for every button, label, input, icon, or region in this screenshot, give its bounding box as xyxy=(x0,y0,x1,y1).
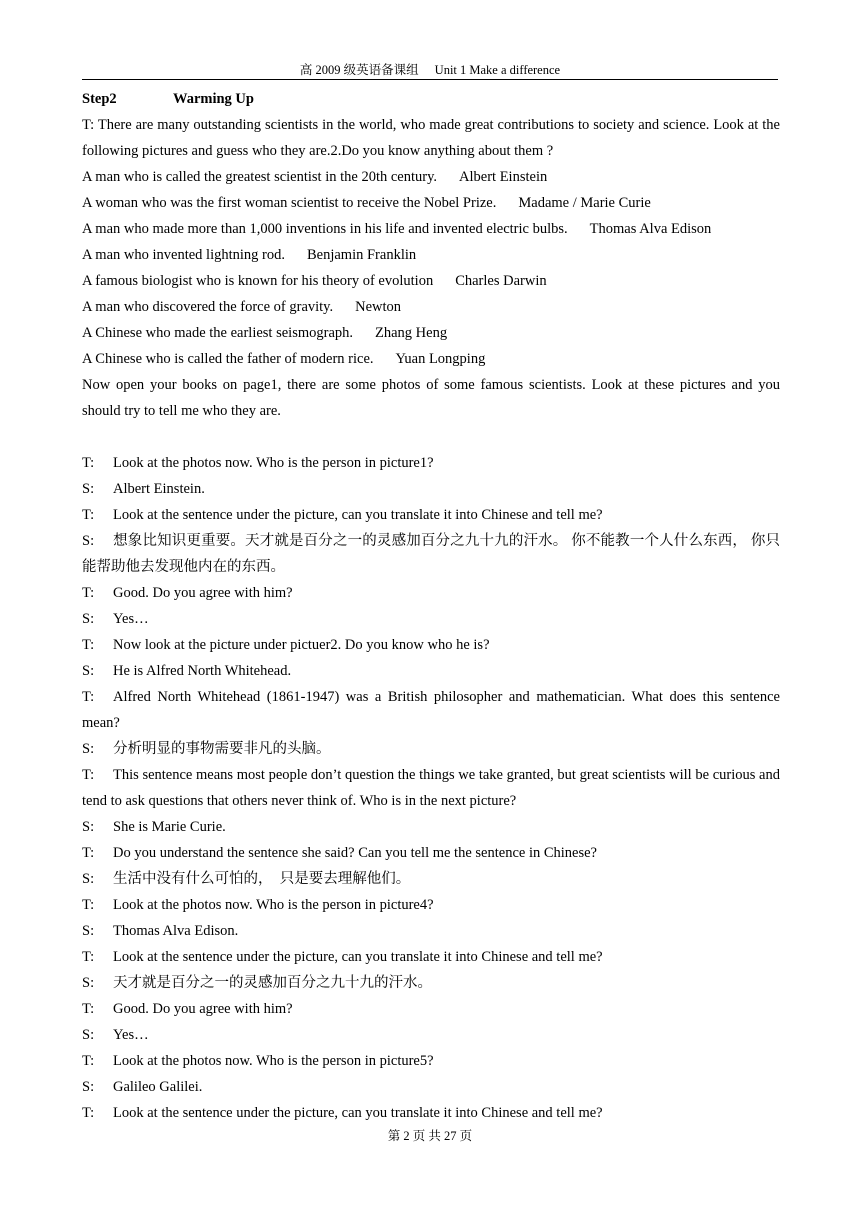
dialogue-text: Look at the photos now. Who is the person in picture4? xyxy=(113,897,434,913)
speaker-label: S: xyxy=(82,975,95,991)
speaker-label: S: xyxy=(82,1027,95,1043)
dialogue-line xyxy=(82,996,780,1022)
dialogue-line xyxy=(82,736,780,762)
clue-answer: Newton xyxy=(355,299,402,315)
clue-question: A Chinese who made the earliest seismograph. xyxy=(82,325,354,341)
clue-item xyxy=(82,164,780,190)
clue-answer: Albert Einstein xyxy=(459,169,548,185)
speaker-label: T: xyxy=(82,767,95,783)
dialogue-text: She is Marie Curie. xyxy=(113,819,226,835)
clue-item xyxy=(82,268,780,294)
dialogue-line xyxy=(82,684,780,736)
clue-answer: Thomas Alva Edison xyxy=(589,221,712,237)
section-title: Warming Up xyxy=(173,91,254,107)
clue-item xyxy=(82,294,780,320)
speaker-label: S: xyxy=(82,923,95,939)
clue-question: A man who is called the greatest scientist in the 20th century. xyxy=(82,169,438,185)
instruction-paragraph: Now open your books on page1, there are some photos of some famous scientists. Look at these pictures and you should try to tell me who they are. xyxy=(82,377,780,419)
speaker-label: T: xyxy=(82,897,95,913)
page-header xyxy=(82,62,778,80)
dialogue-text: Good. Do you agree with him? xyxy=(113,585,293,601)
clue-item xyxy=(82,346,780,372)
speaker-label: T: xyxy=(82,1001,95,1017)
clue-answer: Charles Darwin xyxy=(455,273,547,289)
dialogue-line xyxy=(82,892,780,918)
dialogue-text: Look at the photos now. Who is the person in picture5? xyxy=(113,1053,434,1069)
header-unit: Unit 1 Make a difference xyxy=(434,63,561,77)
speaker-label: T: xyxy=(82,507,95,523)
dialogue-line xyxy=(82,866,780,892)
clue-item xyxy=(82,216,780,242)
clue-list xyxy=(82,164,780,372)
dialogue-line xyxy=(82,528,780,580)
dialogue-text: Alfred North Whitehead (1861-1947) was a British philosopher and mathematician. What does this sentence mean? xyxy=(82,689,780,731)
dialogue-text: Galileo Galilei. xyxy=(113,1079,203,1095)
dialogue-line xyxy=(82,1022,780,1048)
dialogue-text: Yes… xyxy=(113,1027,149,1043)
clue-answer: Madame / Marie Curie xyxy=(518,195,651,211)
speaker-label: S: xyxy=(82,663,95,679)
dialogue-line xyxy=(82,502,780,528)
speaker-label: S: xyxy=(82,533,95,549)
speaker-label: T: xyxy=(82,845,95,861)
dialogue xyxy=(82,450,780,1126)
speaker-label: S: xyxy=(82,1079,95,1095)
clue-question: A man who discovered the force of gravity. xyxy=(82,299,334,315)
dialogue-text: Look at the sentence under the picture, can you translate it into Chinese and tell me? xyxy=(113,507,603,523)
clue-question: A Chinese who is called the father of modern rice. xyxy=(82,351,374,367)
speaker-label: T: xyxy=(82,689,95,705)
page-footer: 第 2 页 共 27 页 xyxy=(387,1129,473,1143)
dialogue-text: Do you understand the sentence she said? Can you tell me the sentence in Chinese? xyxy=(113,845,597,861)
section-heading xyxy=(82,86,780,112)
dialogue-line xyxy=(82,970,780,996)
speaker-label: T: xyxy=(82,637,95,653)
document-body xyxy=(82,86,780,1126)
speaker-label: S: xyxy=(82,741,95,757)
speaker-label: T: xyxy=(82,455,95,471)
dialogue-line xyxy=(82,606,780,632)
dialogue-text: Good. Do you agree with him? xyxy=(113,1001,293,1017)
clue-answer: Benjamin Franklin xyxy=(306,247,417,263)
speaker-label: T: xyxy=(82,585,95,601)
header-group: 高 2009 级英语备课组 xyxy=(299,63,419,77)
dialogue-line xyxy=(82,632,780,658)
dialogue-line xyxy=(82,658,780,684)
clue-item xyxy=(82,190,780,216)
dialogue-line xyxy=(82,1048,780,1074)
dialogue-text: Look at the sentence under the picture, can you translate it into Chinese and tell me? xyxy=(113,1105,603,1121)
clue-question: A man who made more than 1,000 inventions in his life and invented electric bulbs. xyxy=(82,221,568,237)
dialogue-line xyxy=(82,1100,780,1126)
clue-question: A famous biologist who is known for his theory of evolution xyxy=(82,273,434,289)
clue-question: A woman who was the first woman scientist to receive the Nobel Prize. xyxy=(82,195,497,211)
dialogue-line xyxy=(82,762,780,814)
clue-item xyxy=(82,242,780,268)
dialogue-text: Yes… xyxy=(113,611,149,627)
dialogue-line xyxy=(82,840,780,866)
clue-answer: Zhang Heng xyxy=(375,325,448,341)
dialogue-text: Thomas Alva Edison. xyxy=(113,923,239,939)
dialogue-text: 生活中没有什么可怕的， 只是要去理解他们。 xyxy=(113,871,411,887)
dialogue-text: Look at the photos now. Who is the person in picture1? xyxy=(113,455,434,471)
dialogue-text: 天才就是百分之一的灵感加百分之九十九的汗水。 xyxy=(113,975,432,991)
speaker-label: S: xyxy=(82,481,95,497)
dialogue-text: Albert Einstein. xyxy=(113,481,205,497)
dialogue-text: He is Alfred North Whitehead. xyxy=(113,663,292,679)
dialogue-line xyxy=(82,476,780,502)
step-label: Step2 xyxy=(82,91,117,107)
clue-answer: Yuan Longping xyxy=(395,351,486,367)
dialogue-line xyxy=(82,918,780,944)
dialogue-text: 想象比知识更重要。天才就是百分之一的灵感加百分之九十九的汗水。 你不能教一个人什么东西， 你只能帮助他去发现他内在的东西。 xyxy=(82,533,780,575)
speaker-label: S: xyxy=(82,611,95,627)
dialogue-text: Now look at the picture under pictuer2. Do you know who he is? xyxy=(113,637,490,653)
speaker-label: T: xyxy=(82,949,95,965)
speaker-label: T: xyxy=(82,1053,95,1069)
dialogue-text: This sentence means most people don’t question the things we take granted, but great scientists will be curious and tend to ask questions that others never think of. Who is in the next picture? xyxy=(82,767,780,809)
dialogue-line xyxy=(82,1074,780,1100)
blank-line xyxy=(82,424,780,450)
clue-question: A man who invented lightning rod. xyxy=(82,247,285,263)
dialogue-line xyxy=(82,580,780,606)
intro-paragraph: T: There are many outstanding scientists in the world, who made great contributions to society and science. Look at the following pictures and guess who they are.2.Do you know anything about them ? xyxy=(82,117,780,159)
clue-item xyxy=(82,320,780,346)
dialogue-text: 分析明显的事物需要非凡的头脑。 xyxy=(113,741,331,757)
dialogue-text: Look at the sentence under the picture, can you translate it into Chinese and tell me? xyxy=(113,949,603,965)
dialogue-line xyxy=(82,450,780,476)
speaker-label: S: xyxy=(82,871,95,887)
dialogue-line xyxy=(82,814,780,840)
speaker-label: S: xyxy=(82,819,95,835)
speaker-label: T: xyxy=(82,1105,95,1121)
dialogue-line xyxy=(82,944,780,970)
